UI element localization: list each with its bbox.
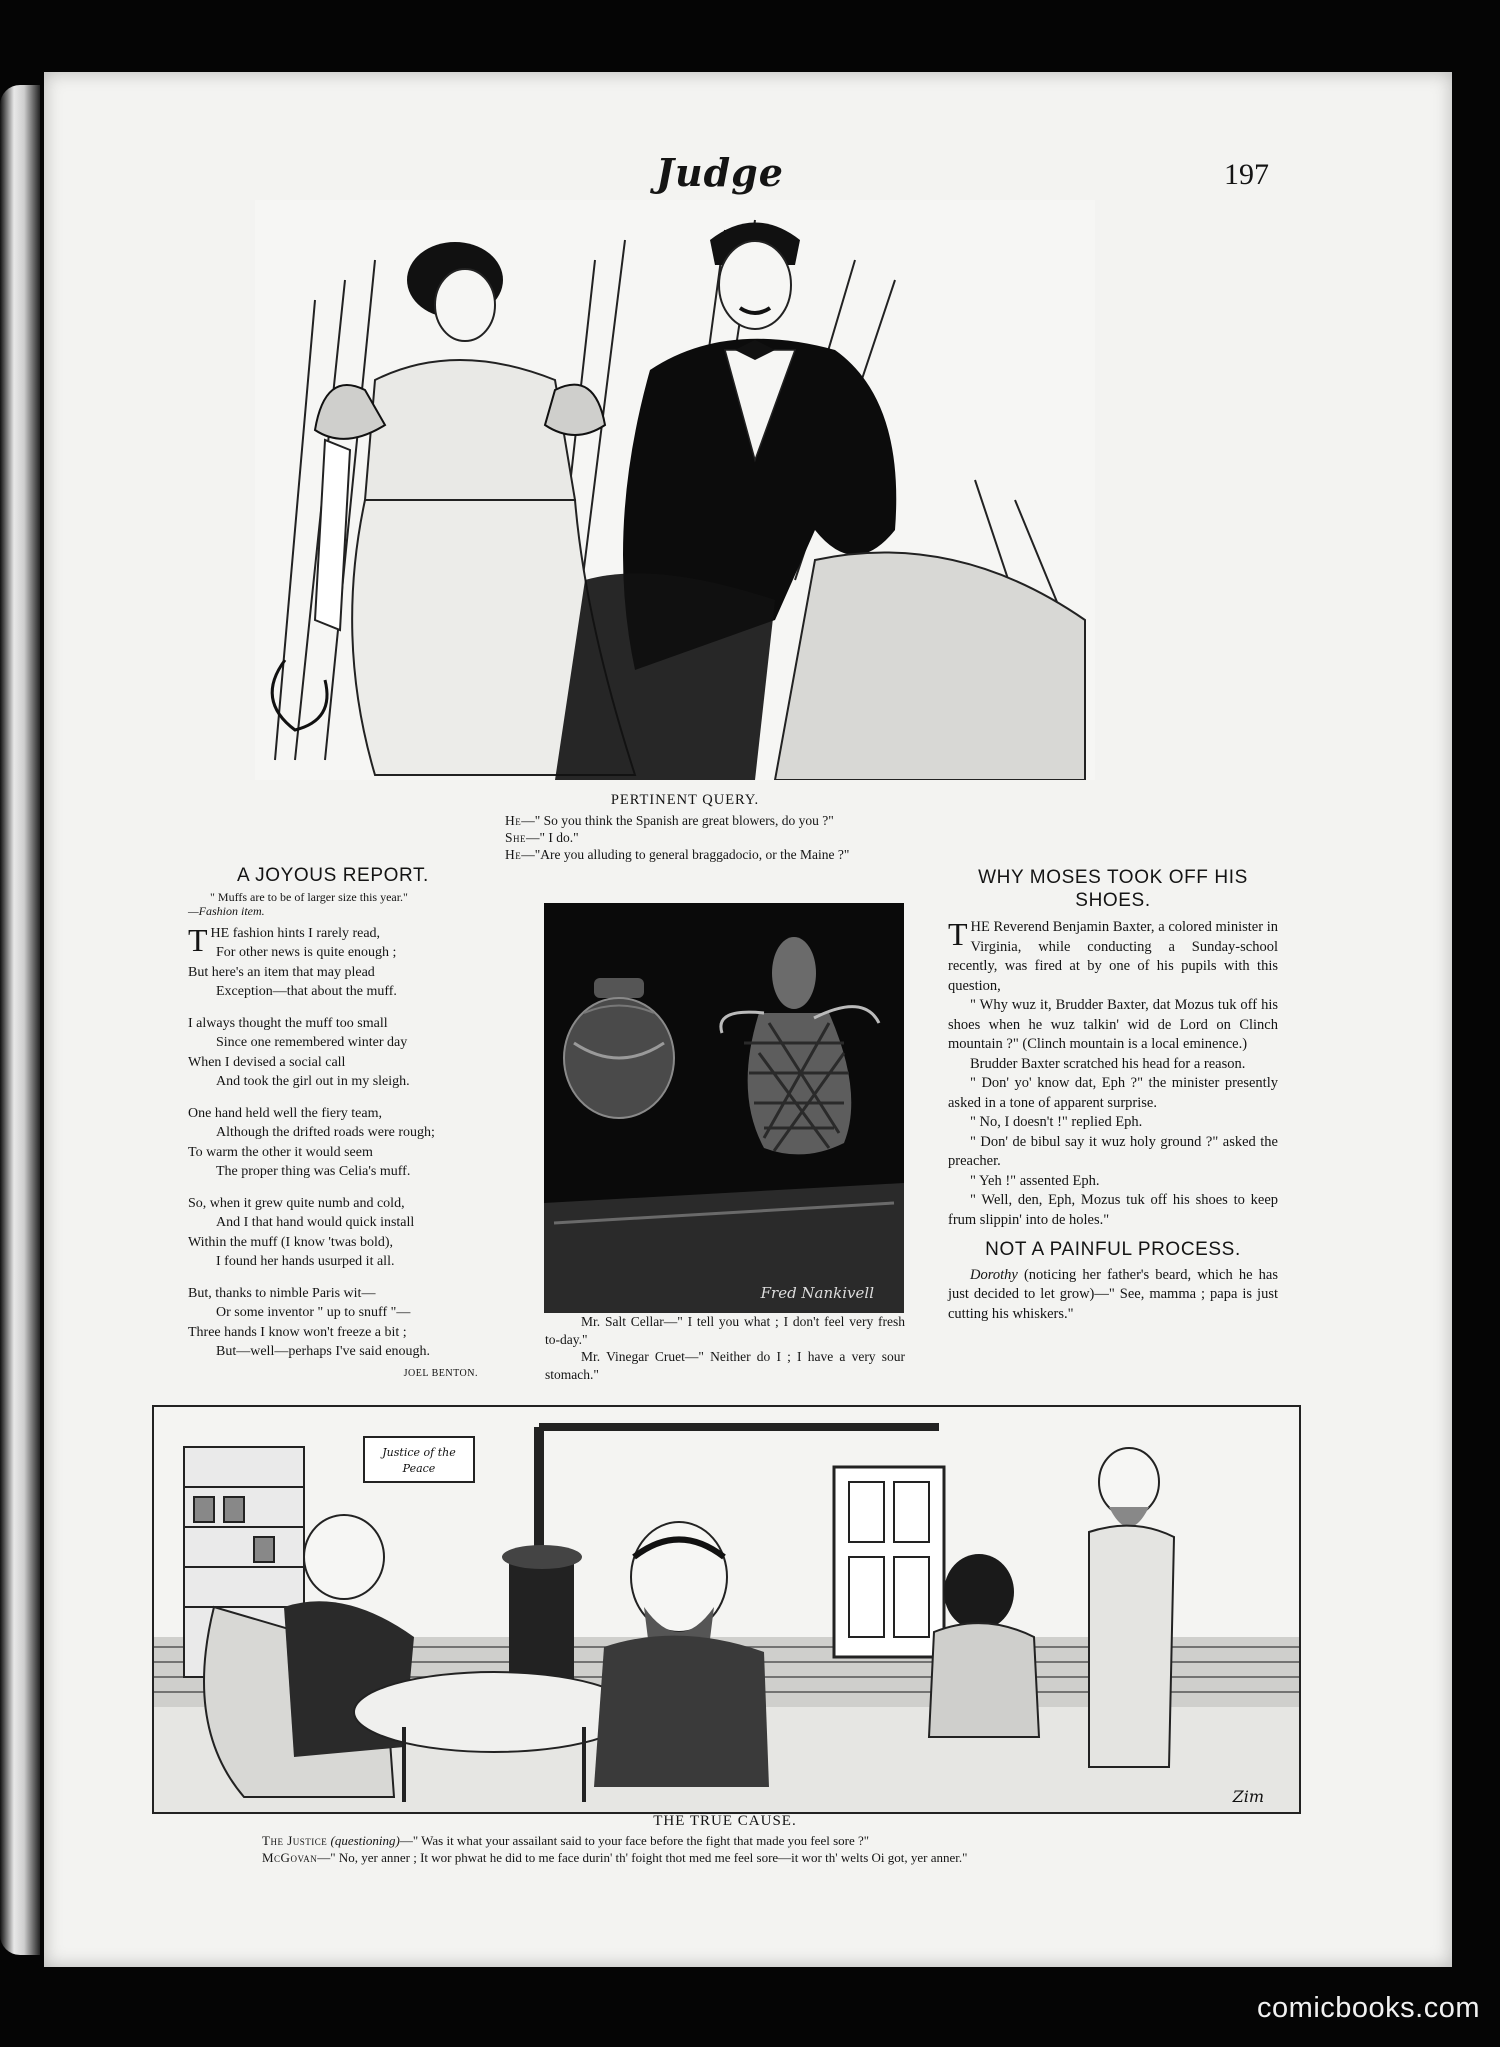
- speaker-label: McGovan: [262, 1850, 318, 1865]
- poem-line: Or some inventor " up to snuff "—: [216, 1305, 411, 1320]
- masthead: Judge: [656, 150, 784, 195]
- story2-title: NOT A PAINFUL PROCESS.: [985, 1239, 1241, 1260]
- poem-line: HE fashion hints I rarely read,: [210, 925, 381, 941]
- poem-line: Although the drifted roads were rough;: [216, 1125, 435, 1140]
- caption-line: Mr. Salt Cellar—" I tell you what ; I don't feel very fresh to-day.": [545, 1314, 905, 1347]
- site-watermark: comicbooks.com: [1257, 1992, 1480, 2024]
- poem-line: So, when it grew quite numb and cold,: [188, 1195, 405, 1211]
- poem-line: I always thought the muff too small: [188, 1015, 388, 1031]
- poem-line: When I devised a social call: [188, 1054, 346, 1070]
- poem-line: I found her hands usurped it all.: [216, 1254, 395, 1269]
- dialog-line: [505, 846, 965, 863]
- sign-text-line1: Justice of the: [382, 1446, 456, 1459]
- book-spine: [0, 85, 40, 1955]
- story-paragraph: " Don' yo' know dat, Eph ?" the minister presently asked in a tone of apparent surprise.: [948, 1075, 1278, 1111]
- joyous-report-poem: [188, 866, 478, 1383]
- poem-epigraph: " Muffs are to be of larger size this year.": [210, 889, 408, 904]
- top-illustration: [255, 200, 1095, 780]
- table: [354, 1672, 634, 1752]
- story2-name: Dorothy: [970, 1266, 1018, 1283]
- poem-author: JOEL BENTON.: [403, 1367, 478, 1379]
- speaker-label: The Justice: [262, 1833, 328, 1848]
- story2-paragraph: [948, 1266, 1278, 1325]
- poem-line: Since one remembered winter day: [216, 1035, 408, 1050]
- poem-stanza: [188, 1104, 478, 1182]
- middle-signature: Fred Nankivell: [760, 1284, 874, 1302]
- poem-stanza: [188, 1284, 478, 1362]
- story2-text: (noticing her father's beard, which he has just decided to let grow)—" See, mamma ; papa is just cutting his whiskers.": [948, 1266, 1278, 1322]
- true-cause-title: THE TRUE CAUSE.: [653, 1813, 797, 1829]
- story-paragraph: " Well, den, Eph, Mozus tuk off his shoes to keep frum slippin' into de holes.": [948, 1192, 1278, 1228]
- poem-epigraph-source: —Fashion item.: [188, 903, 265, 918]
- poem-line: Three hands I know won't freeze a bit ;: [188, 1324, 407, 1340]
- story-title: WHY MOSES TOOK OFF HIS SHOES.: [978, 867, 1248, 911]
- poem-stanza: [188, 1014, 478, 1092]
- middle-illustration: [544, 903, 904, 1313]
- middle-caption: [545, 1313, 905, 1383]
- story-paragraph: Brudder Baxter scratched his head for a reason.: [970, 1055, 1246, 1072]
- poem-line: To warm the other it would seem: [188, 1144, 373, 1160]
- story-paragraph: " No, I doesn't !" replied Eph.: [970, 1114, 1143, 1130]
- court-scene-drawing: [154, 1407, 1299, 1812]
- poem-line: And I that hand would quick install: [216, 1215, 415, 1230]
- line-text: —"Are you alluding to general braggadocio, or the Maine ?": [521, 847, 850, 862]
- story-paragraph: " Don' de bibul say it wuz holy ground ?" asked the preacher.: [948, 1133, 1278, 1169]
- justice-sign: [364, 1437, 474, 1482]
- story-paragraph: HE Reverend Benjamin Baxter, a colored minister in Virginia, while conducting a Sunday-school recently, was fired at by one of his pupils with this question,: [948, 919, 1278, 994]
- poem-line: But, thanks to nimble Paris wit—: [188, 1285, 376, 1301]
- bottom-signature: Zim: [1232, 1787, 1264, 1806]
- door: [834, 1467, 944, 1657]
- speaker-label: She: [505, 830, 527, 845]
- poem-line: One hand held well the fiery team,: [188, 1105, 382, 1121]
- story-paragraph: " Yeh !" assented Eph.: [970, 1172, 1100, 1189]
- couple-drawing: [255, 200, 1095, 780]
- dialog-line: [505, 812, 965, 829]
- poem-stanza: [188, 1194, 478, 1272]
- line-text: —" No, yer anner ; It wor phwat he did to me face durin' th' foight thot med me feel sore—it wor th' welts Oi got, yer anner.": [317, 1850, 968, 1865]
- salt-vinegar-drawing: [544, 903, 904, 1313]
- poem-line: Within the muff (I know 'twas bold),: [188, 1234, 394, 1250]
- dialog-line: [262, 1849, 1262, 1866]
- stage-direction: (questioning): [330, 1833, 400, 1848]
- story-paragraph: " Why wuz it, Brudder Baxter, dat Mozus tuk off his shoes when he wuz talkin' wid de Lord on Clinch mountain ?" (Clinch mountain is a local eminence.): [948, 997, 1278, 1052]
- bottom-illustration: [152, 1405, 1301, 1814]
- poem-title: A JOYOUS REPORT.: [237, 865, 429, 886]
- speaker-label: He: [505, 847, 522, 862]
- poem-stanza: [188, 921, 478, 1002]
- dialog-line: [505, 829, 965, 846]
- poem-line: But here's an item that may plead: [188, 964, 375, 980]
- dialog-line: [262, 1832, 1262, 1849]
- poem-line: For other news is quite enough ;: [216, 945, 397, 960]
- page-number: 197: [1224, 158, 1269, 191]
- caption-line: Mr. Vinegar Cruet—" Neither do I ; I have a very sour stomach.": [545, 1349, 905, 1382]
- poem-line: But—well—perhaps I've said enough.: [216, 1344, 431, 1359]
- line-text: —" I do.": [526, 830, 579, 845]
- pertinent-query-title: PERTINENT QUERY.: [610, 792, 760, 808]
- poem-line: Exception—that about the muff.: [216, 984, 397, 999]
- moses-story: [948, 866, 1278, 1324]
- speaker-label: He: [505, 813, 522, 828]
- pertinent-query-dialog: [505, 812, 965, 863]
- poem-line: And took the girl out in my sleigh.: [216, 1074, 410, 1089]
- poem-line: The proper thing was Celia's muff.: [216, 1164, 411, 1179]
- story-dropcap: T: [948, 916, 968, 952]
- line-text: —" Was it what your assailant said to your face before the fight that made you feel sore ?": [399, 1833, 870, 1848]
- sign-text-line2: Peace: [402, 1462, 436, 1475]
- poem-dropcap: T: [188, 921, 208, 958]
- line-text: —" So you think the Spanish are great blowers, do you ?": [521, 813, 834, 828]
- true-cause-dialog: [262, 1832, 1262, 1866]
